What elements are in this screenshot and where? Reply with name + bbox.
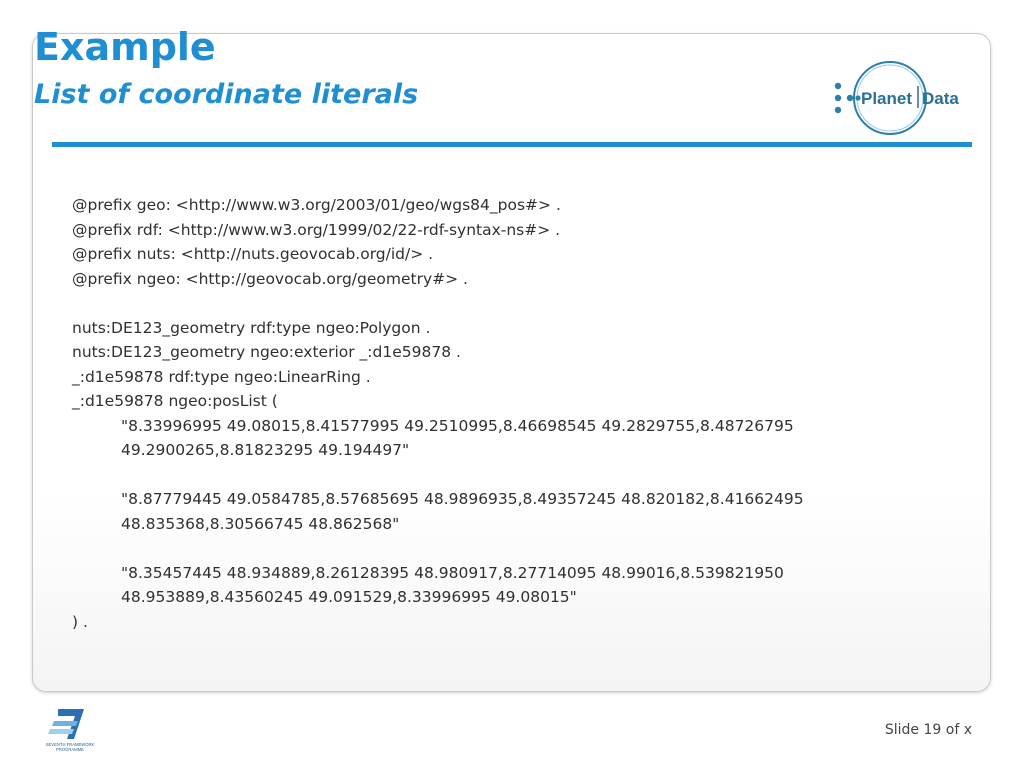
coordinate-literal-line: 48.835368,8.30566745 48.862568" — [121, 514, 400, 533]
statement-line: nuts:DE123_geometry ngeo:exterior _:d1e59878 . — [72, 343, 461, 361]
prefix-line-rdf: @prefix rdf: <http://www.w3.org/1999/02/22-rdf-syntax-ns#> . — [72, 220, 561, 239]
title-divider — [52, 142, 972, 147]
fp7-caption-line2: PROGRAMME — [56, 747, 84, 752]
logo-text-data: Data — [922, 89, 959, 108]
fp7-caption-line1: SEVENTH FRAMEWORK — [45, 742, 95, 747]
coordinate-literal-line: 48.953889,8.43560245 49.091529,8.33996995 49.08015" — [121, 588, 577, 606]
slide-number: Slide 19 of x — [884, 722, 972, 738]
statement-line: nuts:DE123_geometry rdf:type ngeo:Polygon . — [72, 318, 431, 337]
slide-title: Example — [34, 25, 216, 69]
logo-text-planet: Planet — [861, 89, 913, 108]
coordinate-literal-line: "8.33996995 49.08015,8.41577995 49.2510995,8.46698545 49.2829755,8.48726795 — [121, 416, 794, 435]
slide-subtitle: List of coordinate literals — [34, 79, 419, 110]
prefix-line-geo: @prefix geo: <http://www.w3.org/2003/01/geo/wgs84_pos#> . — [72, 196, 561, 214]
coordinate-literal-line: "8.87779445 49.0584785,8.57685695 48.9896935,8.49357245 48.820182,8.41662495 — [121, 490, 804, 508]
coordinate-literal-line: 49.2900265,8.81823295 49.194497" — [121, 441, 410, 459]
prefix-line-nuts: @prefix nuts: <http://nuts.geovocab.org/id/> . — [72, 245, 434, 263]
coordinate-literal-line: "8.35457445 48.934889,8.26128395 48.980917,8.27714095 48.99016,8.539821950 — [121, 563, 784, 582]
planet-data-logo — [830, 58, 980, 138]
closing-line: ) . — [72, 612, 88, 631]
prefix-line-ngeo: @prefix ngeo: <http://geovocab.org/geometry#> . — [72, 269, 468, 288]
fp7-logo — [44, 707, 96, 753]
statement-line: _:d1e59878 ngeo:posList ( — [72, 392, 278, 410]
statement-line: _:d1e59878 rdf:type ngeo:LinearRing . — [72, 367, 371, 386]
rdf-code-block — [72, 193, 952, 634]
